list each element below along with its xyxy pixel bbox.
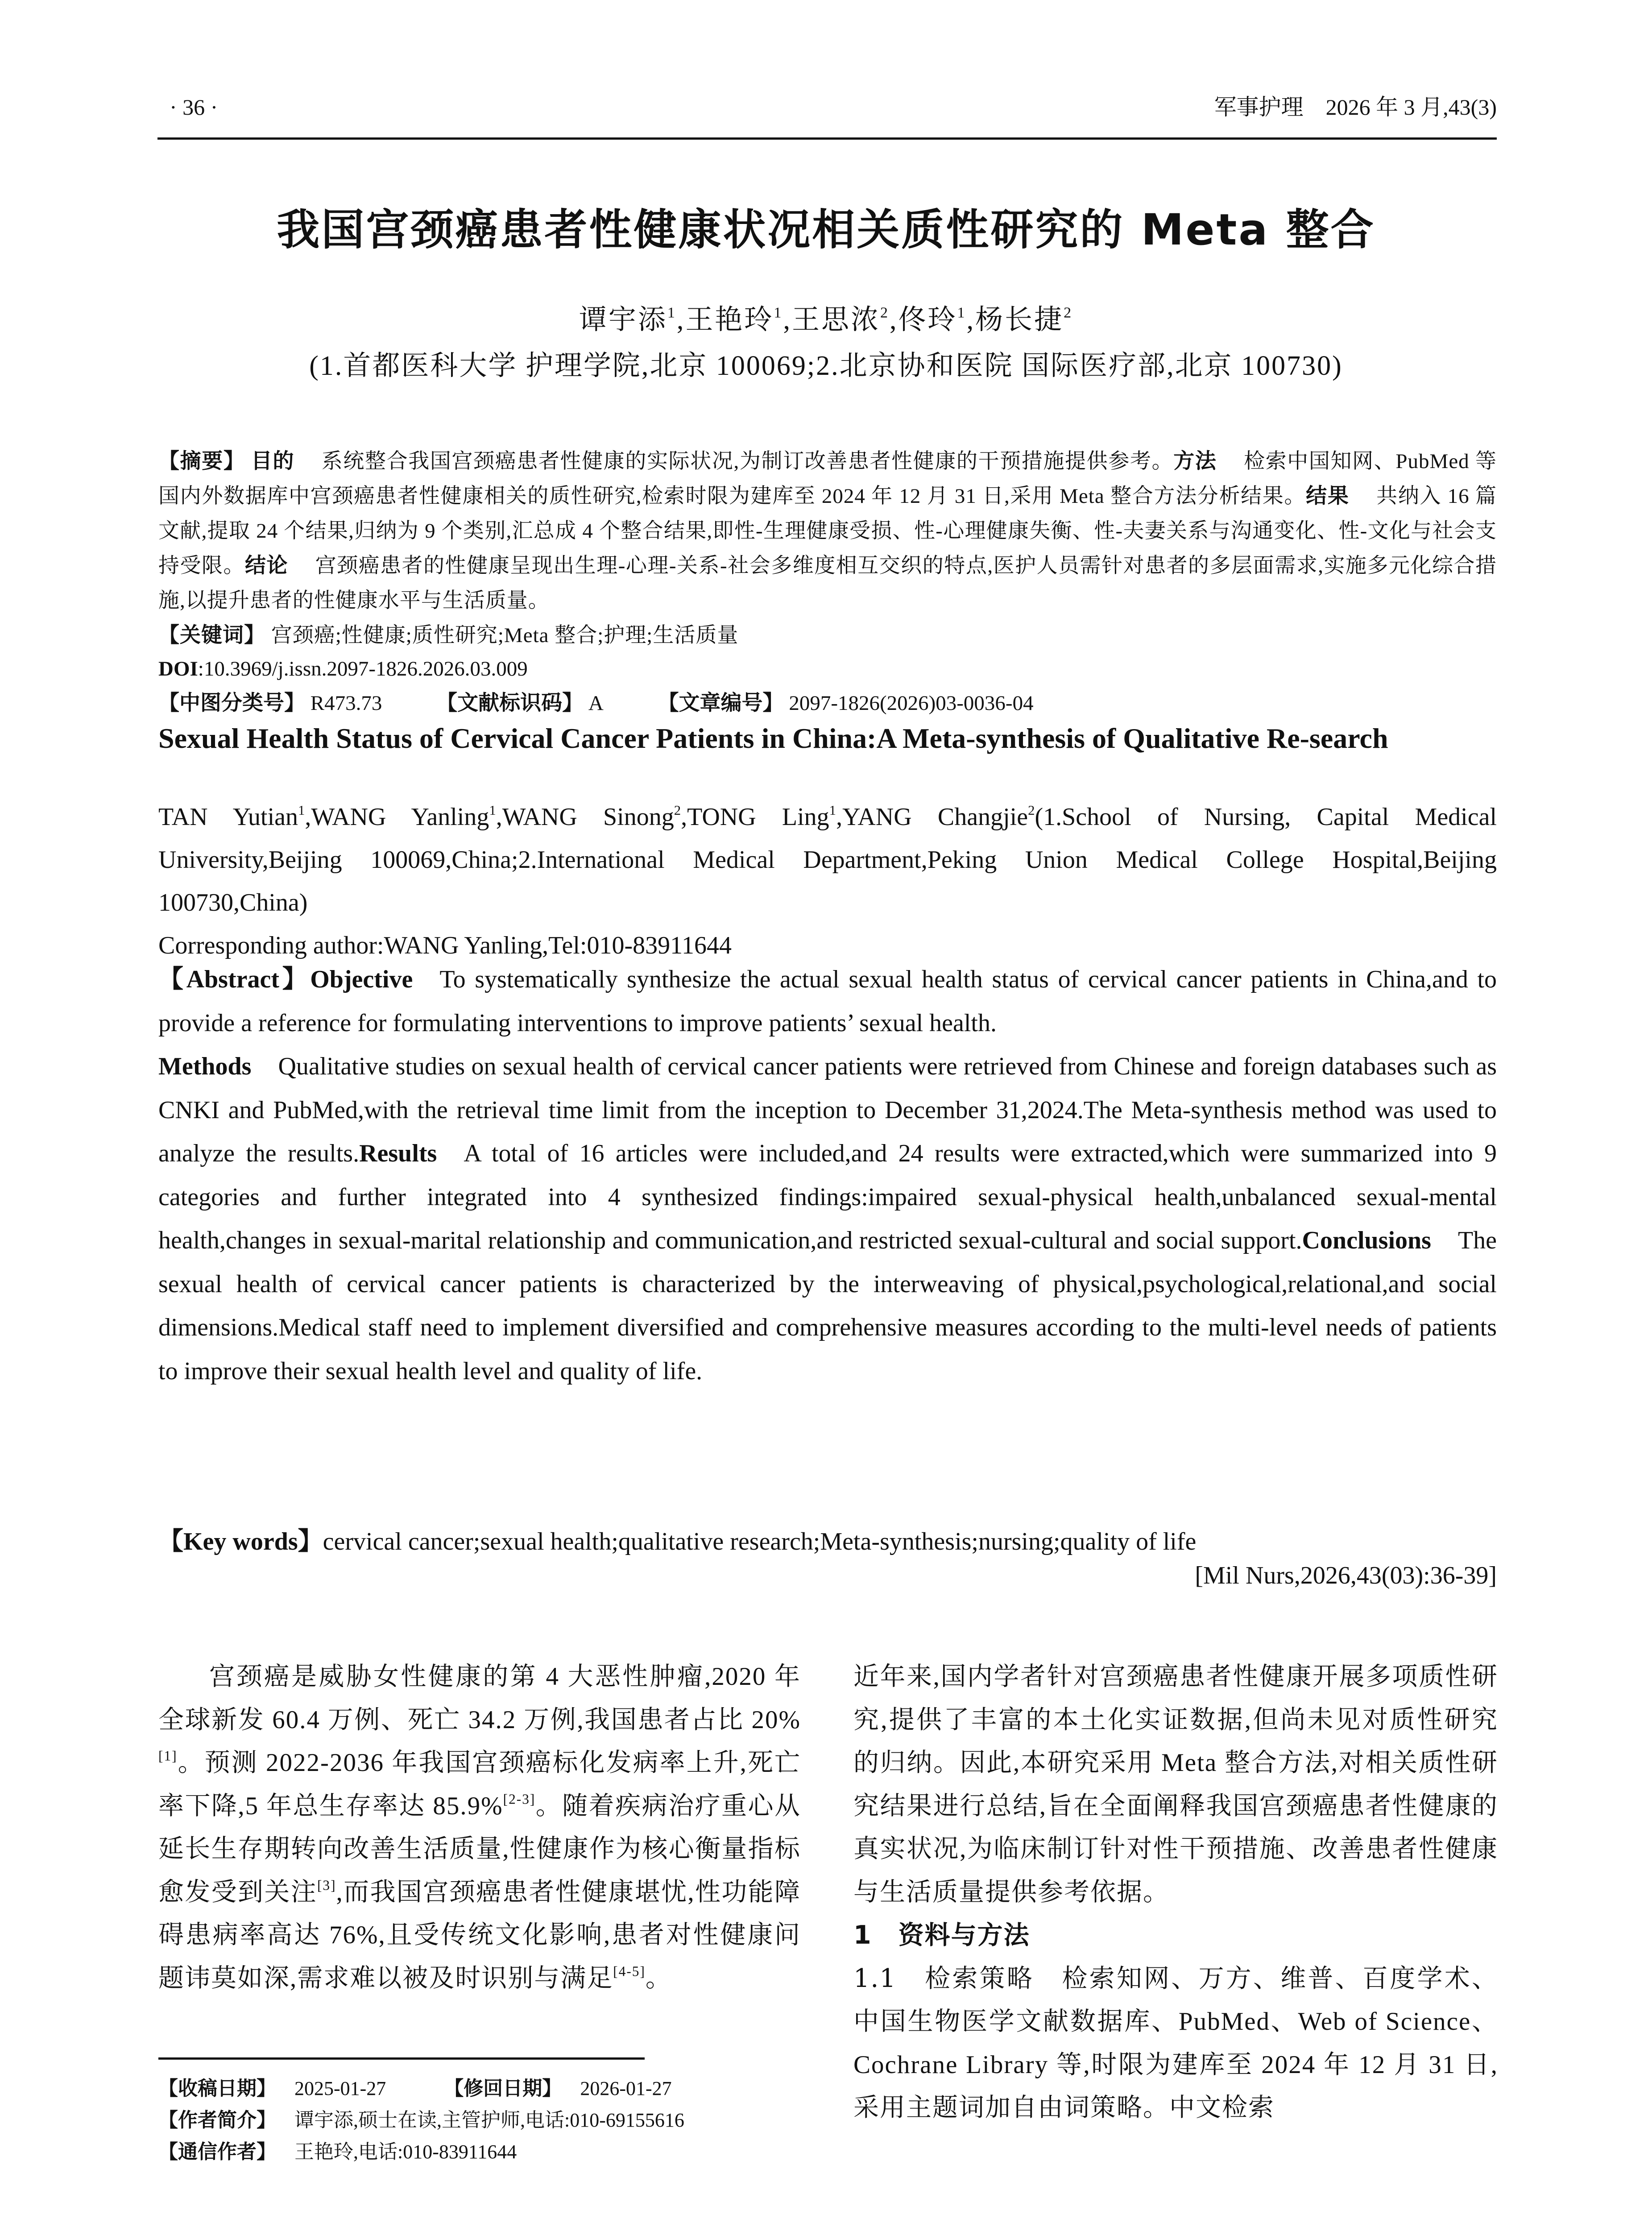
- author-cn: 杨长捷: [975, 305, 1064, 335]
- intro-paragraph-2: 近年来,国内学者针对宫颈癌患者性健康开展多项质性研究,提供了丰富的本土化实证数据,但尚未见对质性研究的归纳。因此,本研究采用 Meta 整合方法,对相关质性研究结果进行总结,旨在全面阐释我国宫颈癌患者性健康的真实状况,为临床制订针对性干预措施、改善患者性健康与生活质量提供参考依据。: [853, 1663, 1498, 1906]
- footnote-rule: [158, 2057, 645, 2060]
- doc-code-label: 【文献标识码】: [436, 691, 584, 715]
- abstract-en: [158, 958, 1497, 1393]
- subsection-1-1: [853, 1957, 1498, 2130]
- conclusion-text: 宫颈癌患者的性健康呈现出生理-心理-关系-社会多维度相互交织的特点,医护人员需针对患者的多层面需求,实施多元化综合措施,以提升患者的性健康水平与生活质量。: [158, 554, 1497, 612]
- affiliation-marker: 2: [880, 304, 890, 321]
- author-en: TONG Ling: [687, 803, 829, 831]
- author-bio-label: 【作者简介】: [158, 2109, 276, 2131]
- footnote-dates: [158, 2073, 810, 2104]
- methods-text-en: Qualitative studies on sexual health of cervical cancer patients were retrieved from Chinese and foreign databases such as CNKI and PubMed,with the retrieval time limit from the inception to December 31,2024.The Meta-synthesis method was used to analyze the results.: [158, 1053, 1497, 1167]
- subsection-1-1-text: 检索知网、万方、维普、百度学术、中国生物医学文献数据库、PubMed、Web of Science、Cochrane Library 等,时限为建库至 2024 年 12 月 31 日,采用主题词加自由词策略。中文检索: [853, 1964, 1498, 2122]
- affiliation-marker: 2: [1028, 802, 1035, 818]
- author-cn: 王艳玲: [685, 305, 774, 335]
- doi-label: DOI: [158, 657, 198, 680]
- keywords-text: 宫颈癌;性健康;质性研究;Meta 整合;护理;生活质量: [271, 624, 739, 647]
- text-run: ,而我国宫颈癌患者性健康堪忧,性功能障碍患病率高达 76%,且受传统文化影响,患者对性健康问题讳莫如深,需求难以被及时识别与满足: [158, 1878, 801, 1992]
- received-label: 【收稿日期】: [158, 2077, 276, 2100]
- author-en: WANG Sinong: [502, 803, 674, 831]
- text-run: 。预测 2022-2036 年我国宫颈癌标化发病率上升,死亡率下降,5 年总生存率达 85.9%: [158, 1749, 801, 1820]
- footnote-author-bio: [158, 2104, 810, 2136]
- affiliation-marker: 1: [489, 802, 496, 818]
- methods-text: 检索中国知网、PubMed 等国内外数据库中宫颈癌患者性健康相关的质性研究,检索时限为建库至 2024 年 12 月 31 日,采用 Meta 整合方法分析结果。: [158, 450, 1497, 508]
- affiliation-marker: 1: [957, 304, 967, 321]
- affiliation-marker: 1: [774, 304, 783, 321]
- citation-ref[interactable]: [3]: [317, 1877, 336, 1893]
- journal-issue: 军事护理 2026 年 3 月,43(3): [1214, 95, 1497, 120]
- intro-paragraph-1: [158, 1655, 801, 2000]
- conclusion-label: 结论: [245, 553, 289, 578]
- header-rule: [157, 137, 1497, 140]
- keywords-label: 【关键词】: [158, 623, 265, 647]
- citation-ref[interactable]: [4-5]: [613, 1963, 646, 1979]
- author-list-en: TAN Yutian$^1$,WANG Yanling$^1$,WANG Sinong$^2$,TONG Ling$^1$,YANG Changjie$^2$(1.School of Nursing, Capital Medical University,Beijing 100069,China;2.International Medical Department,Peking Union Medical College Hospital,Beijing 100730,China): [158, 802, 1497, 916]
- subsection-1-1-label: 1.1 检索策略: [853, 1963, 1035, 1993]
- results-label-en: Results: [359, 1140, 437, 1167]
- classification-line: [158, 686, 1497, 721]
- revised-value: 2026-01-27: [580, 2078, 672, 2099]
- author-cn: 谭宇添: [579, 305, 667, 335]
- received-value: 2025-01-27: [294, 2078, 386, 2099]
- citation-ref[interactable]: [2-3]: [503, 1791, 536, 1807]
- objective-label-en: Objective: [310, 966, 413, 993]
- results-label: 结果: [1306, 484, 1350, 508]
- abstract-label-en: 【Abstract】: [158, 966, 311, 993]
- body-column-left: [158, 1655, 801, 2000]
- conclusions-text-en: The sexual health of cervical cancer patients is characterized by the interweaving of physical,psychological,relational,and social dimensions.Medical staff need to implement diversified and comprehensive measures according to the multi-level needs of patients to improve their sexual health level and quality of life.: [158, 1227, 1497, 1385]
- article-no-label: 【文章编号】: [658, 691, 784, 715]
- corresponding-author-en: Corresponding author:WANG Yanling,Tel:010-83911644: [158, 932, 732, 959]
- doc-code-value: A: [588, 692, 604, 715]
- affiliation-marker: 1: [667, 304, 677, 321]
- conclusions-label-en: Conclusions: [1302, 1227, 1431, 1254]
- results-text-en: A total of 16 articles were included,and 24 results were extracted,which were summarized into 9 categories and further integrated into 4 synthesized findings:impaired sexual-physical health,unbalanced sexual-mental health,changes in sexual-marital relationship and communication,and restricted sexual-cultural and social support.: [158, 1140, 1497, 1254]
- page-number: · 36 ·: [170, 95, 218, 120]
- citation-en: [Mil Nurs,2026,43(03):36-39]: [1195, 1562, 1497, 1589]
- doi-line: [158, 651, 1497, 686]
- objective-text-en: To systematically synthesize the actual sexual health status of cervical cancer patients in China,and to provide a reference for formulating interventions to improve patients’ sexual health.: [158, 966, 1497, 1037]
- results-text: 共纳入 16 篇文献,提取 24 个结果,归纳为 9 个类别,汇总成 4 个整合结果,即性-生理健康受损、性-心理健康失衡、性-夫妻关系与沟通变化、性-文化与社会支持受限。: [158, 485, 1497, 577]
- author-list-cn: 谭宇添$^1$,王艳玲$^1$,王思浓$^2$,佟玲$^1$,杨长捷$^2$: [579, 304, 1073, 335]
- article-no-value: 2097-1826(2026)03-0036-04: [789, 692, 1034, 715]
- author-en: TAN Yutian: [158, 803, 298, 831]
- corresponding-label: 【通信作者】: [158, 2140, 276, 2163]
- affiliations-cn: (1.首都医科大学 护理学院,北京 100069;2.北京协和医院 国际医疗部,北京 100730): [309, 351, 1343, 381]
- methods-label-en: Methods: [158, 1053, 252, 1080]
- affiliation-marker: 1: [298, 802, 305, 818]
- corresponding-value: 王艳玲,电话:010-83911644: [294, 2141, 517, 2163]
- clc-label: 【中图分类号】: [158, 691, 305, 715]
- author-cn: 王思浓: [791, 305, 880, 335]
- affiliations-en: (1.School of Nursing, Capital Medical University,Beijing 100069,China;2.International Medical Department,Peking Union Medical College Hospital,Beijing 100730,China): [158, 803, 1497, 916]
- section-heading-1: 1 资料与方法: [853, 1920, 1030, 1950]
- article-title-en: Sexual Health Status of Cervical Cancer Patients in China:A Meta-synthesis of Qualitative Re-search: [158, 722, 1388, 754]
- objective-text: 系统整合我国宫颈癌患者性健康的实际状况,为制订改善患者性健康的干预措施提供参考。: [321, 450, 1174, 473]
- keywords-text-en: cervical cancer;sexual health;qualitative research;Meta-synthesis;nursing;quality of life: [323, 1528, 1197, 1555]
- affiliation-marker: 2: [674, 802, 681, 818]
- text-run: 。随着疾病治疗重心从延长生存期转向改善生活质量,性健康作为核心衡量指标愈发受到关注: [158, 1791, 801, 1906]
- objective-label: 目的: [251, 449, 295, 473]
- author-en: WANG Yanling: [311, 803, 489, 831]
- author-cn: 佟玲: [898, 305, 957, 335]
- body-column-right: [853, 1655, 1498, 2130]
- text-run: 。: [645, 1964, 672, 1992]
- text-run: 宫颈癌是威胁女性健康的第 4 大恶性肿瘤,2020 年全球新发 60.4 万例、死亡 34.2 万例,我国患者占比 20%: [158, 1663, 801, 1734]
- affiliation-marker: 1: [829, 802, 836, 818]
- author-bio-value: 谭宇添,硕士在读,主管护师,电话:010-69155616: [294, 2109, 684, 2131]
- author-en: YANG Changjie: [842, 803, 1028, 831]
- methods-label: 方法: [1173, 449, 1217, 473]
- keywords-cn: [158, 618, 1497, 653]
- footnote-corresponding: [158, 2136, 810, 2168]
- article-title-cn: 我国宫颈癌患者性健康状况相关质性研究的 Meta 整合: [277, 205, 1375, 255]
- abstract-label: 【摘要】: [158, 449, 245, 473]
- citation-ref[interactable]: [1]: [158, 1748, 178, 1764]
- abstract-cn: [158, 444, 1497, 618]
- affiliation-marker: 2: [1064, 304, 1073, 321]
- doi-value[interactable]: :10.3969/j.issn.2097-1826.2026.03.009: [198, 657, 528, 680]
- revised-label: 【修回日期】: [444, 2077, 562, 2100]
- keywords-label-en: 【Key words】: [158, 1528, 323, 1555]
- clc-value: R473.73: [310, 692, 382, 715]
